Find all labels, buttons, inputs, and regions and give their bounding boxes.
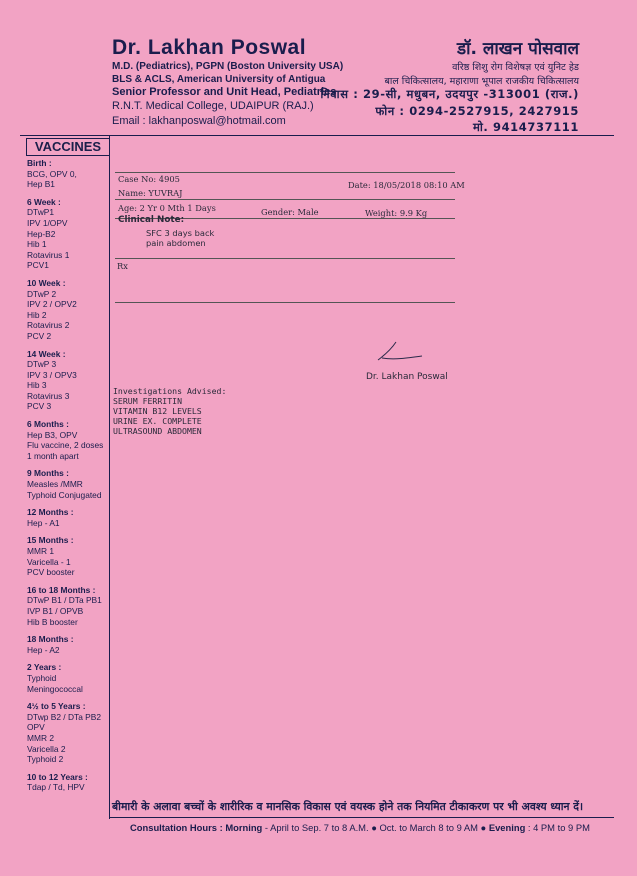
vaccine-item: Hib B booster: [27, 616, 78, 627]
vaccine-item: IPV 3 / OPV3: [27, 369, 77, 380]
vaccine-item: Measles /MMR: [27, 479, 83, 490]
vaccine-age-heading: 12 Months :: [27, 507, 74, 518]
vaccine-item: Hep B3, OPV: [27, 429, 78, 440]
clinical-note-line-1: SFC 3 days back: [146, 228, 215, 238]
vaccine-item: MMR 2: [27, 732, 54, 743]
vaccine-group: [27, 349, 109, 413]
vaccine-group: [27, 278, 109, 342]
footer-hindi-note: बीमारी के अलावा बच्चों के शारीरिक व मानसिक विकास एवं वयस्क होने तक नियमित टीकाकरण पर भी अवश्य ध्यान दें।: [112, 800, 584, 813]
vaccine-item: Varicella 2: [27, 743, 66, 754]
vaccine-item: DTwP1: [27, 207, 54, 218]
vaccine-item: MMR 1: [27, 546, 54, 556]
visit-date: Date: 18/05/2018 08:10 AM: [348, 180, 465, 190]
doctor-email: Email : lakhanposwal@hotmail.com: [112, 115, 286, 127]
vaccine-age-heading: 16 to 18 Months :: [27, 584, 96, 595]
vaccine-item: Varicella - 1: [27, 556, 71, 567]
vaccine-group: [27, 701, 109, 765]
hindi-address: निवास : 29-सी, मधुबन, उदयपुर -313001 (राज.): [320, 87, 579, 101]
vaccine-item: PCV 3: [27, 401, 52, 412]
morning-hours: - April to Sep. 7 to 8 A.M. ● Oct. to March 8 to 9 AM ●: [262, 822, 489, 833]
clinical-note-line-2: pain abdomen: [146, 238, 206, 248]
vaccine-item: OPV: [27, 722, 45, 733]
hindi-phone: फोन : 0294-2527915, 2427915: [375, 104, 579, 118]
vaccine-age-heading: 4½ to 5 Years :: [27, 701, 86, 712]
vaccine-schedule: [27, 158, 109, 800]
consult-label: Consultation Hours :: [130, 822, 223, 833]
doctor-qualification: M.D. (Pediatrics), PGPN (Boston University USA): [112, 61, 344, 72]
consultation-hours: [130, 822, 590, 833]
patient-weight: Weight: 9.9 Kg: [365, 208, 428, 218]
vaccine-item: Rotavirus 3: [27, 390, 70, 401]
doctor-signature: [374, 338, 434, 370]
rx-bottom-rule: [115, 302, 455, 303]
vaccine-item: IPV 1/OPV: [27, 217, 68, 228]
doctor-certification: BLS & ACLS, American University of Antigua: [112, 74, 326, 85]
vaccine-group: [27, 419, 109, 461]
vaccine-age-heading: 2 Years :: [27, 662, 62, 673]
patient-gender: Gender: Male: [261, 207, 319, 217]
doctor-college: R.N.T. Medical College, UDAIPUR (RAJ.): [112, 100, 314, 112]
vaccine-item: PCV 2: [27, 330, 52, 341]
vaccine-age-heading: Birth :: [27, 158, 52, 168]
vaccine-item: IVP B1 / OPVB: [27, 605, 84, 616]
vaccines-title: VACCINES: [26, 138, 110, 156]
vaccine-item: Meningococcal: [27, 683, 83, 694]
vaccine-item: Typhoid: [27, 672, 57, 683]
evening-hours: : 4 PM to 9 PM: [525, 822, 590, 833]
vaccine-group: [27, 158, 109, 190]
vaccine-item: Hep - A1: [27, 517, 60, 528]
investigation-item: SERUM FERRITIN: [113, 396, 183, 406]
investigations-label: Investigations Advised:: [113, 386, 227, 396]
vaccine-group: [27, 585, 109, 627]
vaccine-item: Hep - A2: [27, 644, 60, 655]
vaccine-item: Hib 2: [27, 309, 47, 320]
sidebar-divider: [109, 135, 110, 819]
hindi-doctor-name: डॉ. लाखन पोसवाल: [457, 39, 579, 59]
vaccine-group: [27, 197, 109, 271]
vaccine-item: Hib 3: [27, 380, 47, 391]
vaccine-item: Hep-B2: [27, 228, 56, 239]
vaccine-item: Rotavirus 2: [27, 320, 70, 331]
evening-label: Evening: [488, 822, 526, 833]
vaccine-item: Flu vaccine, 2 doses: [27, 440, 104, 451]
hindi-mobile: मो. 9414737111: [472, 120, 579, 134]
vaccine-item: Tdap / Td, HPV: [27, 782, 85, 793]
rx-note-rule: [115, 258, 455, 259]
vaccine-age-heading: 15 Months :: [27, 535, 74, 546]
vaccine-item: Hep B1: [27, 179, 55, 190]
vaccine-item: PCV booster: [27, 567, 75, 578]
vaccine-age-heading: 10 to 12 Years :: [27, 771, 88, 782]
vaccine-item: Rotavirus 1: [27, 249, 70, 260]
vaccine-age-heading: 9 Months :: [27, 468, 69, 479]
hindi-line-1: वरिष्ठ शिशु रोग विशेषज्ञ एवं युनिट हेड: [452, 62, 579, 73]
vaccine-item: IPV 2 / OPV2: [27, 299, 77, 310]
vaccine-age-heading: 14 Week :: [27, 348, 66, 359]
vaccine-item: Typhoid Conjugated: [27, 489, 102, 500]
vaccine-item: DTwp B2 / DTa PB2: [27, 711, 102, 722]
case-number: Case No: 4905: [118, 174, 180, 184]
vaccine-age-heading: 6 Months :: [27, 419, 69, 430]
signature-name: Dr. Lakhan Poswal: [366, 372, 448, 382]
investigation-item: VITAMIN B12 LEVELS: [113, 406, 202, 416]
vaccine-age-heading: 6 Week :: [27, 196, 61, 207]
doctor-position: Senior Professor and Unit Head, Pediatrics: [112, 86, 337, 98]
rx-symbol: Rx: [117, 261, 128, 271]
vaccine-item: Hib 1: [27, 239, 47, 250]
doctor-name: Dr. Lakhan Poswal: [112, 36, 307, 59]
clinical-note-label: Clinical Note:: [118, 215, 185, 225]
rx-top-rule: [115, 172, 455, 173]
vaccine-item: BCG, OPV 0,: [27, 168, 77, 179]
patient-name: Name: YUVRAJ: [118, 188, 183, 198]
morning-label: Morning: [225, 822, 263, 833]
hindi-line-2: बाल चिकित्सालय, महाराणा भूपाल राजकीय चिकित्सालय: [384, 76, 579, 87]
footer-divider: [109, 817, 614, 818]
investigations-block: [113, 386, 226, 436]
vaccine-age-heading: 18 Months :: [27, 634, 74, 645]
vaccine-group: [27, 535, 109, 577]
vaccine-group: [27, 772, 109, 793]
vaccine-age-heading: 10 Week :: [27, 277, 66, 288]
investigation-item: ULTRASOUND ABDOMEN: [113, 426, 202, 436]
vaccine-group: [27, 634, 109, 655]
vaccine-item: DTwP 2: [27, 288, 57, 299]
vaccine-item: 1 month apart: [27, 450, 79, 461]
vaccine-group: [27, 507, 109, 528]
vaccine-group: [27, 662, 109, 694]
rx-name-rule: [115, 199, 455, 200]
vaccine-item: PCV1: [27, 260, 49, 271]
vaccine-item: DTwP B1 / DTa PB1: [27, 595, 102, 606]
investigation-item: URINE EX. COMPLETE: [113, 416, 202, 426]
vaccine-group: [27, 468, 109, 500]
vaccine-item: Typhoid 2: [27, 754, 64, 765]
vaccine-item: DTwP 3: [27, 359, 57, 370]
patient-age: Age: 2 Yr 0 Mth 1 Days: [118, 203, 216, 213]
